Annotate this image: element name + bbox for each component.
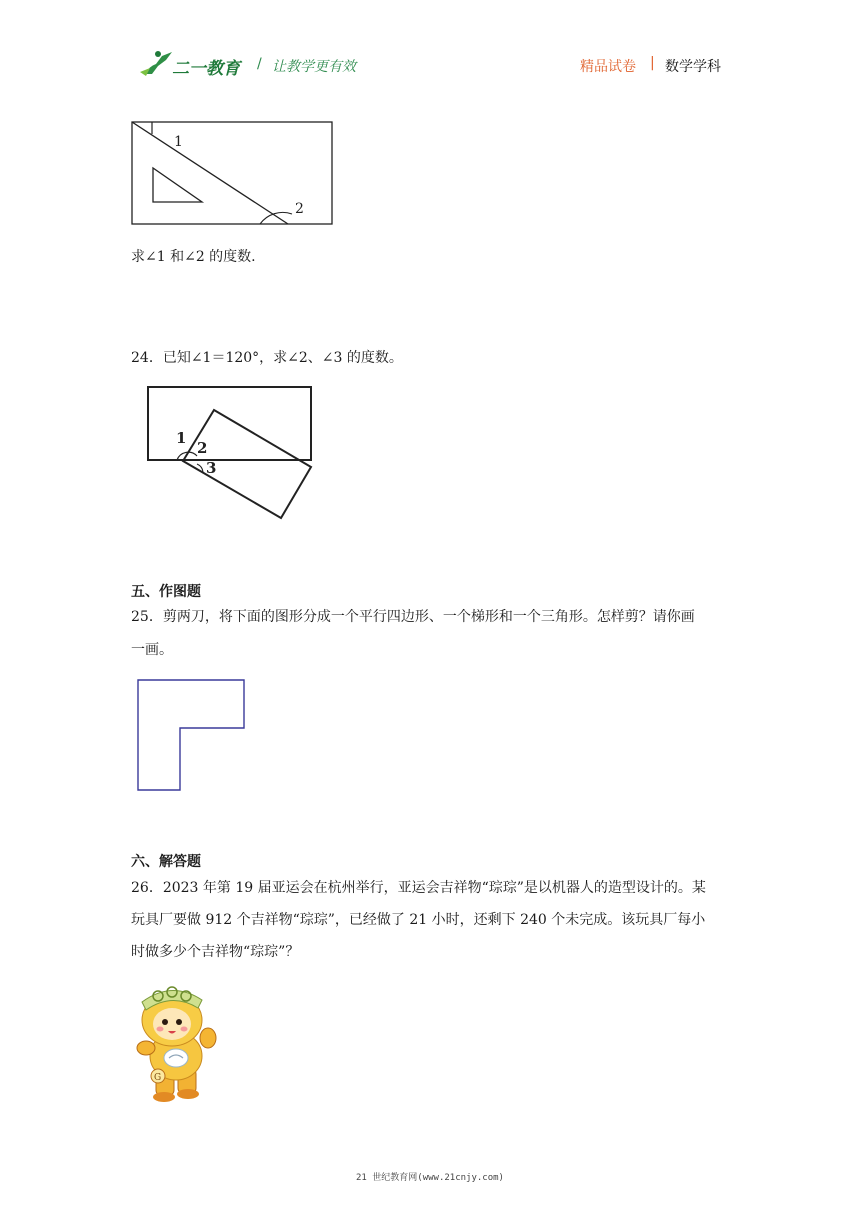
q23-ruler-edge: [132, 122, 288, 224]
q23-label-2: 2: [295, 201, 304, 217]
q23-label-1: 1: [174, 134, 183, 150]
q23-angle2-arc: [260, 212, 292, 224]
section6-title: 六、解答题: [131, 854, 201, 870]
q23-inner-triangle: [153, 168, 202, 202]
q24-figure: [145, 384, 320, 524]
q24-question: 24．已知∠1＝120°，求∠2、∠3 的度数。: [131, 350, 403, 366]
q25-l-shape: [136, 678, 248, 794]
tag-right: 数学学科: [665, 59, 721, 75]
q24-label-2: 2: [197, 439, 208, 457]
q24-horizontal-rectangle: [148, 387, 311, 460]
q26-line3: 时做多少个吉祥物“琮琮”？: [131, 944, 300, 960]
svg-text:G: G: [154, 1073, 162, 1083]
section5-title: 五、作图题: [131, 584, 201, 600]
q26-line1: 26．2023 年第 19 届亚运会在杭州举行，亚运会吉祥物“琮琮”是以机器人的造型设计的。某: [131, 880, 706, 896]
q23-figure: [130, 120, 336, 228]
q25-line2: 一画。: [131, 642, 173, 658]
slogan: 让教学更有效: [272, 59, 356, 75]
tag-left: 精品试卷: [580, 59, 636, 75]
mascot-congcong-image: [128, 978, 222, 1104]
header-separator: |: [650, 55, 655, 71]
l-shape-outline: [138, 680, 244, 790]
logo-text: 二一教育: [172, 59, 240, 79]
q25-line1: 25．剪两刀，将下面的图形分成一个平行四边形、一个梯形和一个三角形。怎样剪？请你画: [131, 609, 695, 625]
header: [0, 0, 860, 100]
q24-label-1: 1: [176, 429, 187, 447]
header-slash: /: [257, 56, 262, 72]
q26-line2: 玩具厂要做 912 个吉祥物“琮琮”，已经做了 21 小时，还剩下 240 个未完成。该玩具厂每小: [131, 912, 706, 928]
footer-text: 21 世纪教育网(www.21cnjy.com): [356, 1173, 504, 1183]
q24-label-3: 3: [206, 459, 217, 477]
q24-tilted-rectangle: [183, 410, 311, 518]
q23-question: 求∠1 和∠2 的度数.: [131, 249, 256, 265]
runner-logo-icon: [136, 48, 176, 78]
